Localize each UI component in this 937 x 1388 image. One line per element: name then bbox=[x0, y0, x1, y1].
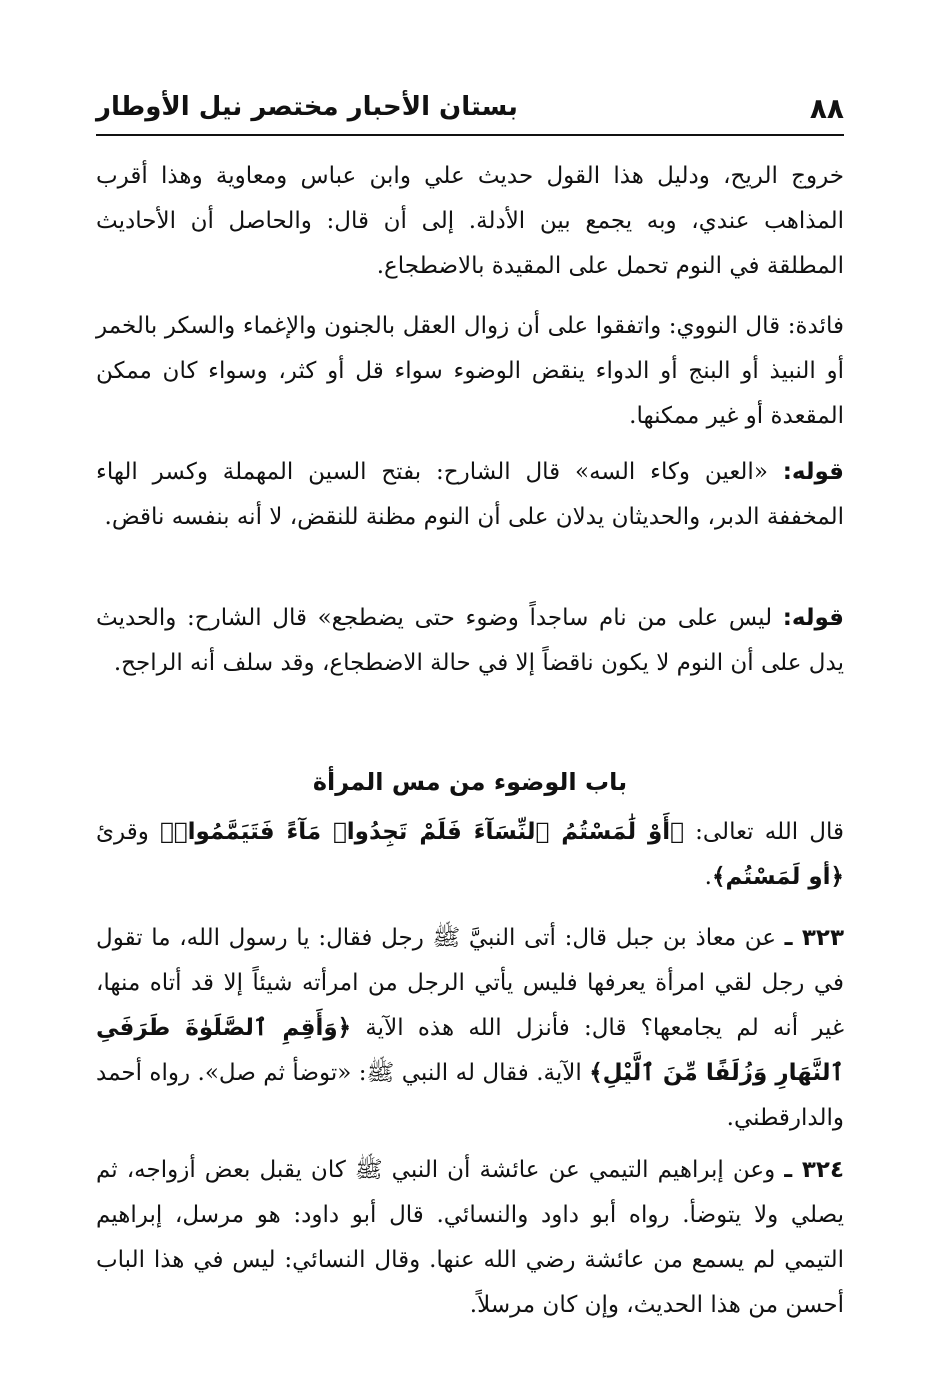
quran-reading: ﴿أو لَمَسْتُم﴾ bbox=[711, 864, 844, 890]
hadith-number: ٣٢٤ ـ bbox=[784, 1157, 844, 1183]
paragraph-lead: قوله: bbox=[782, 605, 844, 631]
book-page bbox=[96, 88, 845, 1318]
paragraph-text: وعن إبراهيم التيمي عن عائشة أن النبي ﷺ كان يقبل بعض أزواجه، ثم يصلي ولا يتوضأ. رواه أبو داود والنسائي. قال أبو داود: هو مرسل، إبراهيم التيمي لم يسمع من عائشة رضي الله عنها. وقال النسائي: ليس في هذا الباب أحسن من هذا الحديث، وإن كان مرسلاً. bbox=[96, 1157, 844, 1318]
paragraph-lead: قوله: bbox=[782, 459, 844, 485]
running-header bbox=[96, 88, 844, 136]
paragraph-text: «العين وكاء السه» قال الشارح: بفتح السين المهملة وكسر الهاء المخففة الدبر، والحديثان يدلان على أن النوم مظنة للنقض، لا أنه بنفسه ناقض. bbox=[96, 459, 844, 530]
hadith-number: ٣٢٣ ـ bbox=[784, 925, 844, 951]
paragraph-text: قال الله تعالى: bbox=[683, 819, 844, 845]
paragraph-text: . bbox=[704, 864, 712, 890]
book-title: بستان الأحبار مختصر نيل الأوطار bbox=[96, 92, 518, 122]
section-heading: باب الوضوء من مس المرأة bbox=[312, 768, 628, 796]
paragraph-qawluhu-2 bbox=[96, 596, 844, 686]
hadith-323 bbox=[96, 916, 844, 1141]
paragraph-sleep-conclusion bbox=[96, 154, 844, 289]
paragraph-text: الآية. فقال له النبي ﷺ: «توضأ ثم صل». رواه أحمد والدارقطني. bbox=[96, 1060, 844, 1131]
hadith-324 bbox=[96, 1148, 844, 1328]
paragraph-text: عن معاذ بن جبل قال: أتى النبيَّ ﷺ رجل فقال: يا رسول الله، ما تقول في رجل لقي امرأة يعرفها فليس يأتي الرجل من امرأته شيئاً إلا قد أتاه منها، غير أنه لم يجامعها؟ قال: فأنزل الله هذه الآية bbox=[96, 925, 844, 1041]
paragraph-verse bbox=[96, 810, 844, 900]
paragraph-text: فائدة: قال النووي: واتفقوا على أن زوال العقل بالجنون والإغماء والسكر بالخمر أو النبيذ أو البنج أو الدواء ينقض الوضوء سواء قل أو كثر، وسواء كان ممكن المقعدة أو غير ممكنها. bbox=[96, 313, 845, 429]
page-number: ٨٨ bbox=[809, 92, 844, 125]
quran-verse: ﴿أَوْ لَٰمَسْتُمُ ٱلنِّسَآءَ فَلَمْ تَجِدُوا۟ مَآءً فَتَيَمَّمُوا۟﴾ bbox=[159, 819, 684, 845]
paragraph-text: ليس على من نام ساجداً وضوء حتى يضطجع» قال الشارح: والحديث يدل على أن النوم لا يكون ناقضاً إلا في حالة الاضطجاع، وقد سلف أنه الراجح. bbox=[96, 605, 844, 676]
paragraph-fayda bbox=[96, 304, 844, 439]
paragraph-text: وقرئ bbox=[96, 819, 160, 845]
paragraph-qawluhu-1 bbox=[96, 450, 844, 540]
paragraph-text: خروج الريح، ودليل هذا القول حديث علي وابن عباس ومعاوية وهذا أقرب المذاهب عندي، وبه يجمع بين الأدلة. إلى أن قال: والحاصل أن الأحاديث المطلقة في النوم تحمل على المقيدة بالاضطجاع. bbox=[96, 163, 844, 279]
quran-verse: ﴿وَأَقِمِ ٱلصَّلَوٰةَ طَرَفَىِ ٱلنَّهَارِ وَزُلَفًا مِّنَ ٱلَّيْلِ﴾ bbox=[96, 1015, 844, 1086]
